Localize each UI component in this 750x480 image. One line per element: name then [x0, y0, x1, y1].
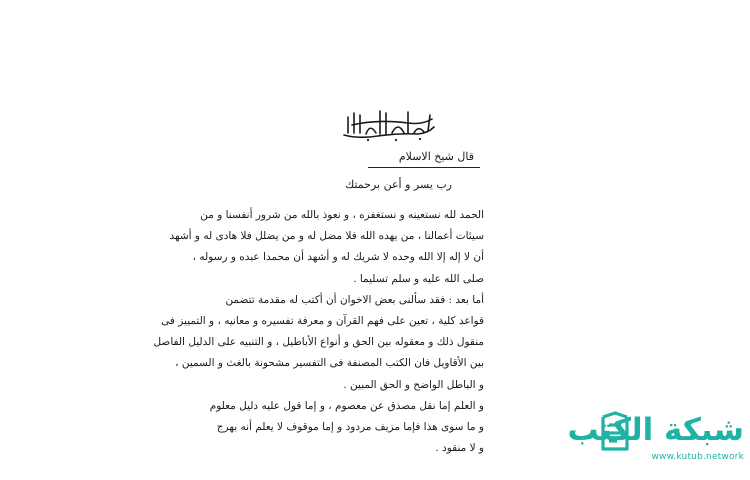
text-line: أما بعد : فقد سألنى بعض الاخوان أن أكتب له مقدمة تتضمن [225, 293, 484, 306]
text-line: و الباطل الواضح و الحق المبين . [343, 378, 484, 391]
text-line: و ما سوى هذا فإما مزيف مردود و إما موقوف لا يعلم أنه بهرج [216, 421, 484, 434]
text-line: سيئات أعمالنا ، من يهده الله فلا مضل له و من يضلل فلا هادى له و أشهد [169, 230, 484, 243]
basmala-calligraphy [338, 103, 438, 143]
header-title: قال شيخ الاسلام [398, 150, 474, 163]
text-line: بين الأقاويل فان الكتب المصنفة فى التفسير مشحونة بالغث و السمين ، [175, 357, 484, 370]
header-subtitle: رب يسر و أعن برحمتك [345, 178, 452, 191]
text-line: و العلم إما نقل مصدق عن معصوم ، و إما قول عليه دليل معلوم [209, 399, 484, 412]
text-line: قواعد كلية ، تعين على فهم القرآن و معرفة تفسيره و معانيه ، و التمييز فى [161, 315, 484, 328]
text-line: الحمد لله نستعينه و نستغفره ، و نعوذ بالله من شرور أنفسنا و من [200, 209, 484, 221]
text-line: منقول ذلك و معقوله بين الحق و أنواع الأباطيل ، و التنبيه على الدليل الفاصل [153, 336, 484, 349]
text-line: و لا منقود . [435, 442, 484, 455]
body-text [153, 205, 484, 459]
watermark-logo [567, 408, 744, 470]
watermark-name: شبكة الكتب [567, 412, 744, 448]
chapter-header [330, 150, 480, 192]
watermark-url: www.kutub.network [651, 452, 744, 462]
header-underline [368, 167, 480, 168]
text-line: أن لا إله إلا الله وحده لا شريك له و أشهد أن محمدا عبده و رسوله ، [192, 251, 484, 264]
text-line: صلى الله عليه و سلم تسليما . [353, 272, 484, 285]
